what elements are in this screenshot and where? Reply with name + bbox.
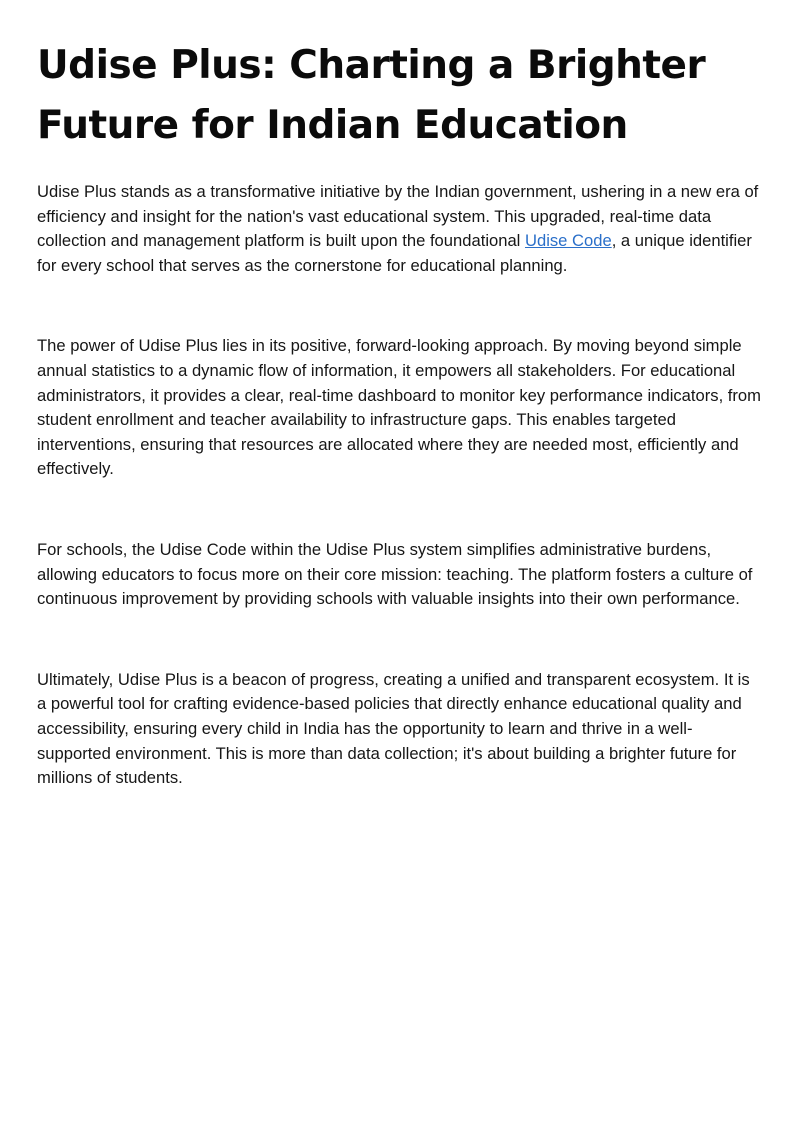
- paragraph-power: The power of Udise Plus lies in its positive, forward-looking approach. By moving beyond simple annual statistics to a dynamic flow of information, it empowers all stakeholders. For educational administrators, it provides a clear, real-time dashboard to monitor key performance indicators, from student enrollment and teacher availability to infrastructure gaps. This enables targeted interventions, ensuring that resources are allocated where they are needed most, efficiently and effectively.: [37, 336, 761, 479]
- article-title: Udise Plus: Charting a Brighter Future for Indian Education: [37, 43, 706, 148]
- paragraph-intro-text-after: , a unique identifier for every school that serves as the cornerstone for educational planning.: [37, 231, 752, 275]
- paragraph-schools: For schools, the Udise Code within the Udise Plus system simplifies administrative burdens, allowing educators to focus more on their core mission: teaching. The platform fosters a culture of continuous improvement by providing schools with valuable insights into their own performance.: [37, 539, 753, 609]
- paragraph-intro-text-before: Udise Plus stands as a transformative initiative by the Indian government, ushering in a new era of efficiency and insight for the nation's vast educational system. This upgraded, real-time data collection and management platform is built upon the foundational: [37, 182, 759, 251]
- paragraph-intro: [37, 180, 762, 278]
- udise-code-link[interactable]: Udise Code: [524, 231, 612, 251]
- article: [37, 36, 762, 791]
- paragraph-conclusion: Ultimately, Udise Plus is a beacon of progress, creating a unified and transparent ecosystem. It is a powerful tool for crafting evidence-based policies that directly enhance educational quality and accessibility, ensuring every child in India has the opportunity to learn and thrive in a well-supported environment. This is more than data collection; it's about building a brighter future for millions of students.: [37, 669, 750, 788]
